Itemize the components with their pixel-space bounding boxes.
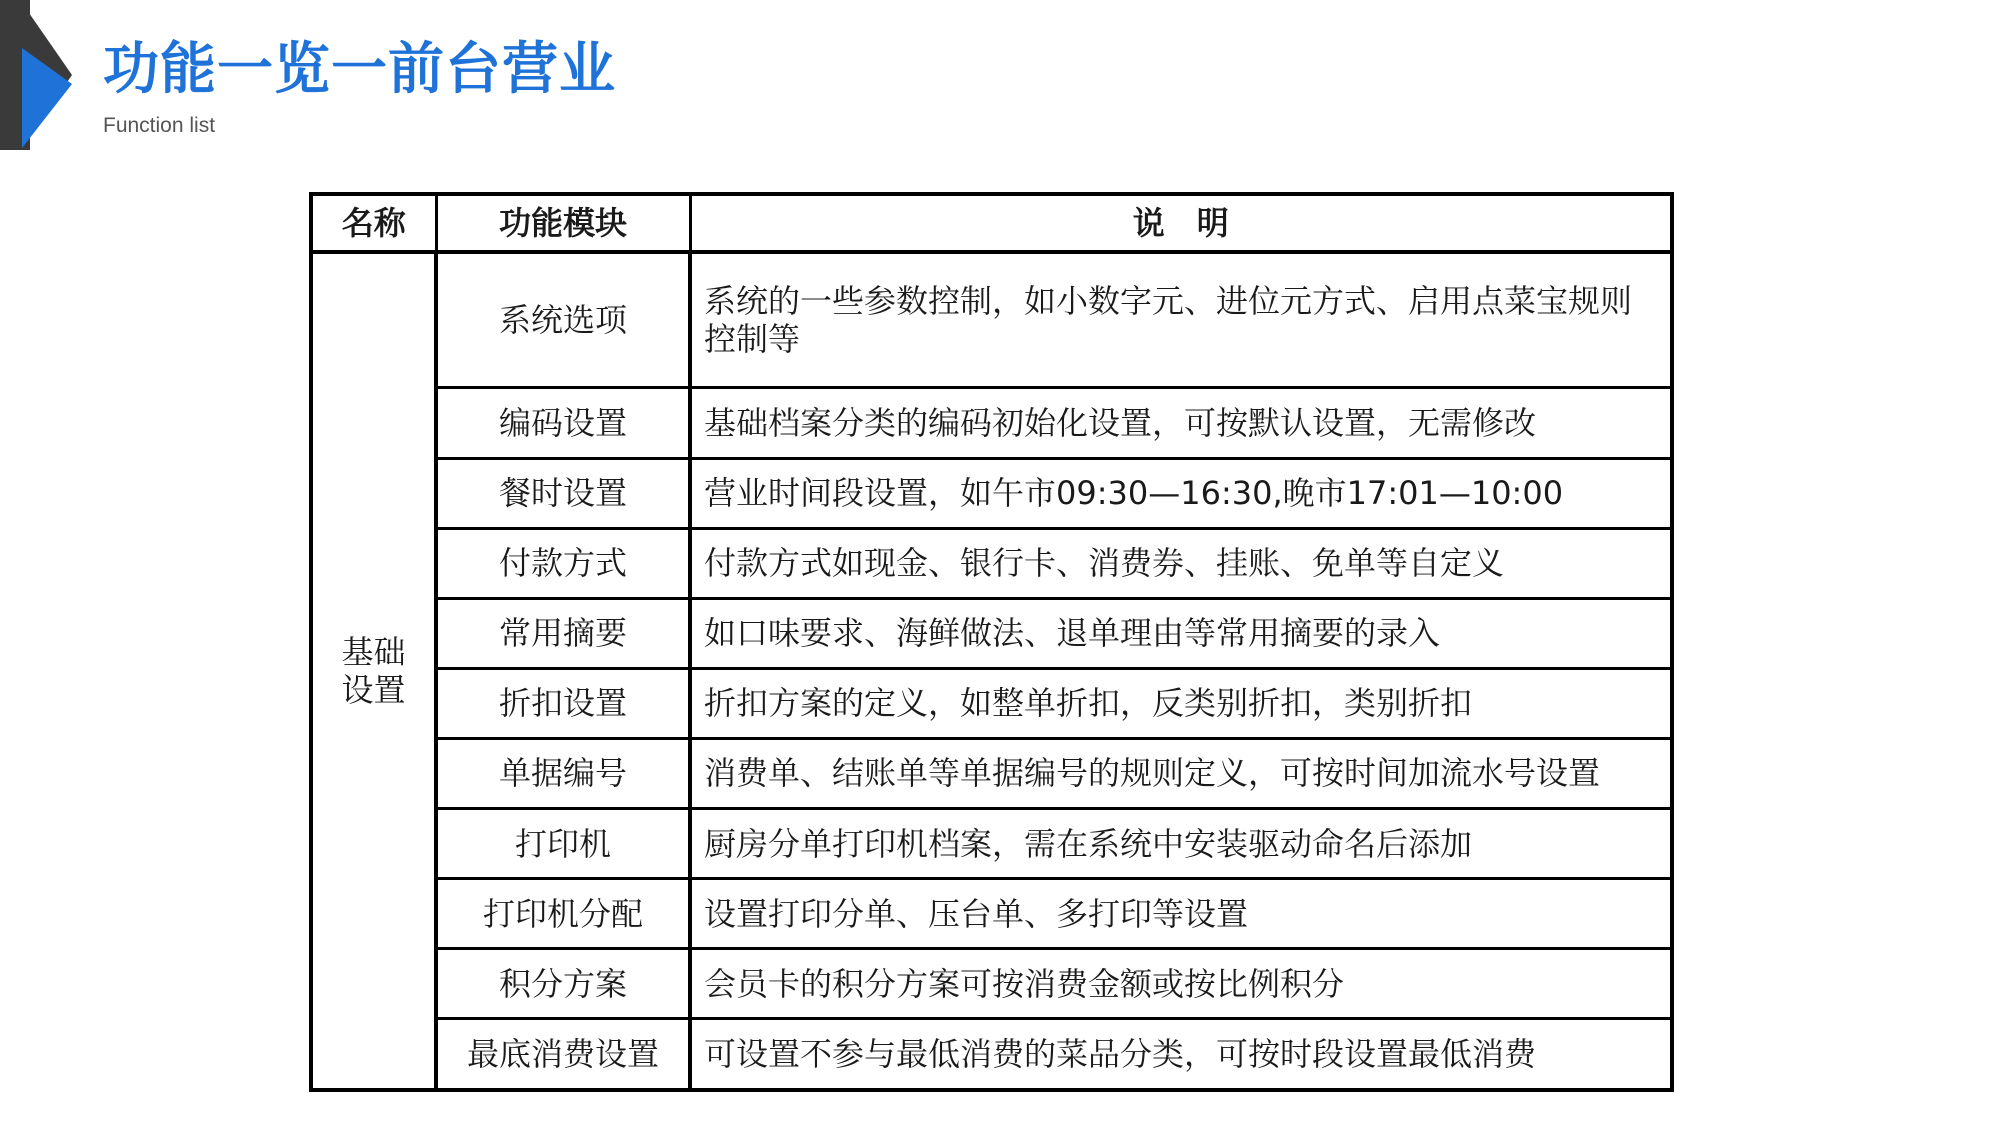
module-cell: 常用摘要: [436, 598, 690, 668]
description-cell: 可设置不参与最低消费的菜品分类，可按时段设置最低消费: [690, 1019, 1672, 1090]
table-row: [311, 739, 1672, 809]
page-subtitle: Function list: [103, 114, 216, 138]
column-header-module: 功能模块: [436, 194, 690, 252]
module-cell: 打印机: [436, 809, 690, 879]
module-cell: 折扣设置: [436, 668, 690, 738]
table-row: [311, 1019, 1672, 1090]
description-cell: 厨房分单打印机档案，需在系统中安装驱动命名后添加: [690, 809, 1672, 879]
module-cell: 最底消费设置: [436, 1019, 690, 1090]
description-cell: 消费单、结账单等单据编号的规则定义，可按时间加流水号设置: [690, 739, 1672, 809]
description-cell: 会员卡的积分方案可按消费金额或按比例积分: [690, 949, 1672, 1019]
description-cell: 设置打印分单、压台单、多打印等设置: [690, 879, 1672, 949]
description-cell: 付款方式如现金、银行卡、消费券、挂账、免单等自定义: [690, 528, 1672, 598]
description-cell: 如口味要求、海鲜做法、退单理由等常用摘要的录入: [690, 598, 1672, 668]
group-cell: [311, 252, 436, 1090]
module-cell: 打印机分配: [436, 879, 690, 949]
description-cell: 折扣方案的定义，如整单折扣，反类别折扣，类别折扣: [690, 668, 1672, 738]
table-row: [311, 388, 1672, 458]
table-row: [311, 879, 1672, 949]
function-table: [309, 192, 1674, 1092]
page-title: 功能一览一前台营业: [103, 37, 616, 102]
group-label: 基础设置: [341, 632, 406, 709]
table-row: [311, 252, 1672, 388]
column-header-name: 名称: [311, 194, 436, 252]
module-cell: 积分方案: [436, 949, 690, 1019]
module-cell: 系统选项: [436, 252, 690, 388]
header: [103, 38, 616, 138]
module-cell: 单据编号: [436, 739, 690, 809]
module-cell: 付款方式: [436, 528, 690, 598]
module-cell: 餐时设置: [436, 458, 690, 528]
table-row: [311, 458, 1672, 528]
table-header-row: [311, 194, 1672, 252]
table-row: [311, 949, 1672, 1019]
function-table-wrapper: [309, 192, 1674, 1092]
chevron-right-icon: [0, 0, 80, 150]
module-cell: 编码设置: [436, 388, 690, 458]
table-row: [311, 809, 1672, 879]
description-cell: 系统的一些参数控制，如小数字元、进位元方式、启用点菜宝规则控制等: [690, 252, 1672, 388]
description-cell: 基础档案分类的编码初始化设置，可按默认设置，无需修改: [690, 388, 1672, 458]
column-header-description: 说 明: [690, 194, 1672, 252]
table-row: [311, 598, 1672, 668]
table-row: [311, 668, 1672, 738]
table-row: [311, 528, 1672, 598]
description-cell: 营业时间段设置，如午市09:30—16:30,晚市17:01—10:00: [690, 458, 1672, 528]
